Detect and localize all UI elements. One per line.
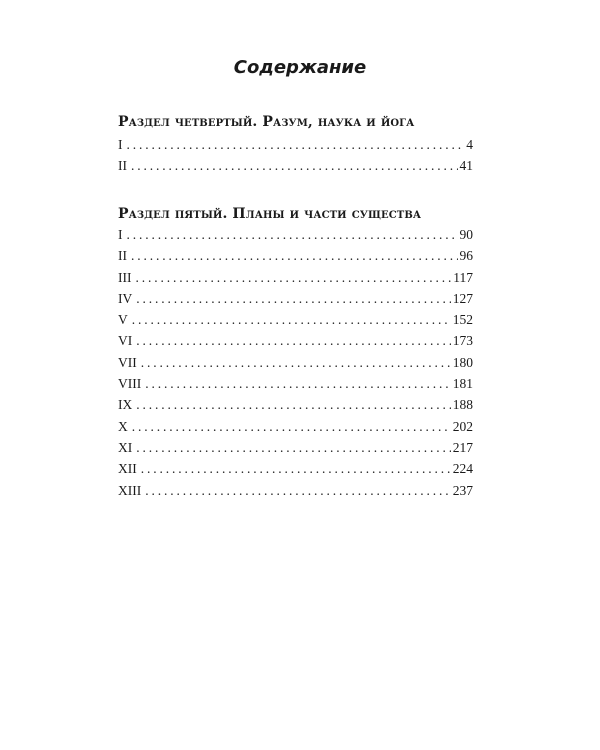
dot-leader (132, 309, 451, 330)
dot-leader (131, 245, 458, 266)
dot-leader (136, 437, 451, 458)
section-heading: Раздел четвертый. Разум, наука и йога (118, 114, 415, 130)
chapter-number: VIII (118, 376, 142, 392)
dot-leader (141, 458, 451, 479)
section-heading: Раздел пятый. Планы и части существа (118, 206, 422, 222)
toc-entry[interactable] (118, 352, 473, 373)
chapter-number: X (118, 418, 128, 434)
chapter-number: XII (118, 461, 137, 477)
chapter-number: V (118, 312, 128, 328)
chapter-number: I (118, 137, 123, 152)
chapter-number: IX (118, 397, 133, 413)
toc-entry[interactable] (118, 267, 473, 288)
toc-entry[interactable] (118, 224, 473, 245)
chapter-number: VII (118, 354, 137, 370)
page-number: 117 (453, 269, 473, 285)
chapter-number: III (118, 269, 132, 285)
toc-entry[interactable] (118, 155, 473, 176)
chapter-number: IV (118, 290, 133, 306)
toc-section-5 (118, 204, 473, 501)
dot-leader (127, 134, 465, 155)
toc-entry[interactable] (118, 330, 473, 351)
toc-entry[interactable] (118, 437, 473, 458)
page-number: 202 (452, 418, 473, 434)
dot-leader (127, 224, 458, 245)
page-number: 152 (452, 312, 473, 328)
toc-section-4 (118, 112, 473, 177)
dot-leader (141, 352, 451, 373)
page-number: 90 (459, 227, 473, 242)
chapter-number: I (118, 227, 123, 242)
page-number: 96 (459, 248, 473, 264)
toc-entry[interactable] (118, 245, 473, 266)
dot-leader (131, 155, 458, 176)
dot-leader (136, 288, 451, 309)
page-number: 217 (452, 439, 473, 455)
page-number: 180 (452, 354, 473, 370)
toc-entry[interactable] (118, 288, 473, 309)
page-number: 224 (452, 461, 473, 477)
dot-leader (136, 267, 452, 288)
page-number: 188 (452, 397, 473, 413)
toc-entry[interactable] (118, 394, 473, 415)
chapter-number: II (118, 248, 127, 264)
page-number: 173 (452, 333, 473, 349)
dot-leader (145, 480, 451, 501)
toc-entry[interactable] (118, 309, 473, 330)
chapter-number: II (118, 158, 127, 174)
toc-entry[interactable] (118, 480, 473, 501)
page-number: 127 (452, 290, 473, 306)
toc-entry[interactable] (118, 458, 473, 479)
chapter-number: XIII (118, 482, 142, 498)
toc-entry[interactable] (118, 416, 473, 437)
chapter-number: VI (118, 333, 133, 349)
chapter-number: XI (118, 439, 133, 455)
page-number: 181 (452, 376, 473, 392)
dot-leader (136, 330, 451, 351)
page-number: 41 (459, 158, 473, 174)
page-number: 237 (452, 482, 473, 498)
dot-leader (132, 416, 451, 437)
page-number: 4 (466, 137, 473, 152)
toc-entry[interactable] (118, 134, 473, 155)
dot-leader (145, 373, 451, 394)
page-title: Содержание (233, 57, 367, 78)
dot-leader (136, 394, 451, 415)
toc-entry[interactable] (118, 373, 473, 394)
